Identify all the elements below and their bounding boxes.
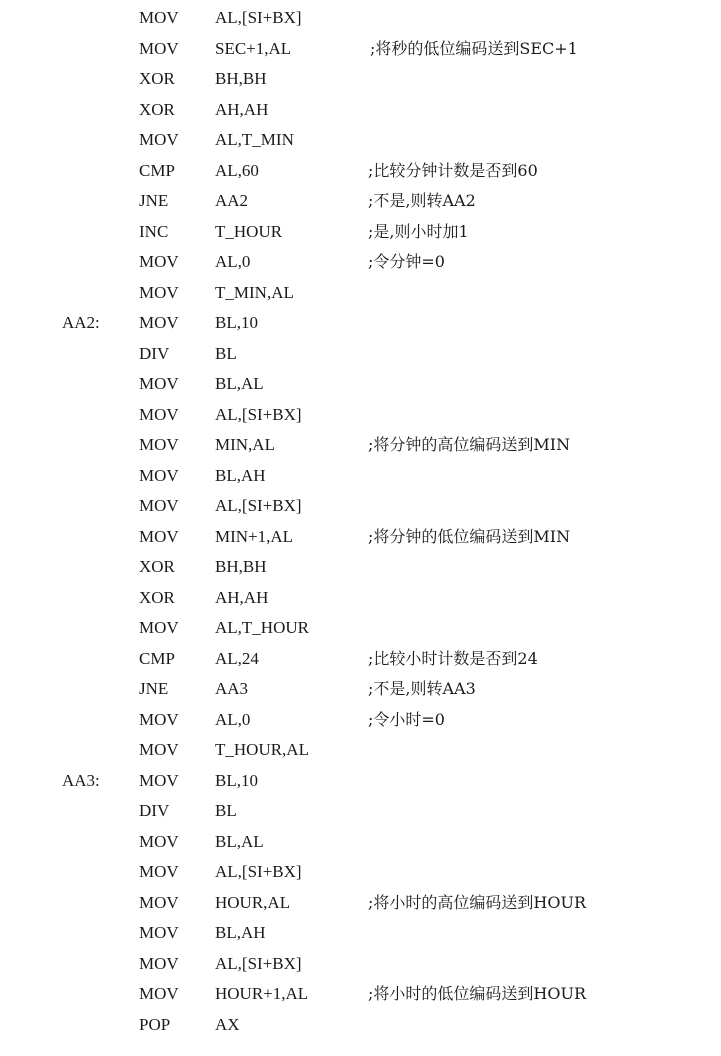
- instruction-mnemonic: MOV: [139, 618, 179, 637]
- line-comment: ;不是,则转AA3: [368, 679, 476, 698]
- line-label: AA3:: [62, 770, 100, 790]
- instruction-operands: T_MIN,AL: [215, 282, 294, 302]
- instruction-operands: AL,24: [215, 648, 259, 668]
- code-line: [0, 95, 721, 125]
- line-comment: ;令分钟=0: [368, 252, 445, 271]
- code-line: [0, 186, 721, 216]
- line-comment: ;令小时=0: [368, 709, 445, 729]
- instruction-mnemonic: MOV: [139, 465, 179, 485]
- code-line: [0, 979, 721, 1009]
- code-line: [0, 796, 721, 826]
- code-line: [0, 857, 721, 887]
- instruction-mnemonic: INC: [139, 221, 169, 241]
- instruction-mnemonic: MOV: [139, 923, 179, 942]
- line-comment: ;比较分钟计数是否到60: [368, 160, 538, 180]
- code-line: [0, 34, 721, 64]
- line-comment: ;将秒的低位编码送到SEC+1: [370, 38, 578, 58]
- instruction-mnemonic: MOV: [139, 313, 179, 332]
- line-comment: ;比较小时计数是否到24: [368, 648, 538, 668]
- instruction-mnemonic: MOV: [139, 130, 179, 149]
- instruction-mnemonic: MOV: [139, 496, 179, 515]
- line-comment: ;将小时的高位编码送到HOUR: [368, 892, 586, 912]
- instruction-mnemonic: MOV: [139, 831, 179, 851]
- instruction-operands: BL,AL: [215, 374, 264, 393]
- instruction-mnemonic: CMP: [139, 160, 175, 180]
- instruction-operands: BL,10: [215, 770, 258, 790]
- instruction-operands: HOUR+1,AL: [215, 984, 309, 1003]
- instruction-operands: AL,[SI+BX]: [215, 953, 302, 973]
- instruction-mnemonic: MOV: [139, 374, 179, 393]
- code-line: [0, 735, 721, 765]
- line-comment: ;将分钟的低位编码送到MIN: [368, 526, 571, 546]
- instruction-mnemonic: MOV: [139, 404, 179, 424]
- instruction-operands: MIN+1,AL: [215, 526, 294, 546]
- instruction-mnemonic: JNE: [139, 679, 169, 698]
- code-line: [0, 949, 721, 979]
- instruction-mnemonic: CMP: [139, 648, 175, 668]
- code-line: [0, 308, 721, 338]
- instruction-operands: AL,0: [215, 252, 251, 271]
- instruction-operands: BL,AL: [215, 831, 264, 851]
- instruction-operands: SEC+1,AL: [215, 38, 292, 58]
- code-line: [0, 3, 721, 33]
- instruction-mnemonic: MOV: [139, 892, 179, 912]
- instruction-mnemonic: MOV: [139, 984, 179, 1003]
- instruction-mnemonic: MOV: [139, 770, 179, 790]
- code-line: [0, 369, 721, 399]
- instruction-operands: BH,BH: [215, 557, 267, 576]
- instruction-operands: AL,T_HOUR: [215, 618, 309, 637]
- code-line: [0, 613, 721, 643]
- code-line: [0, 64, 721, 94]
- code-line: [0, 430, 721, 460]
- instruction-operands: AL,60: [215, 160, 259, 180]
- instruction-operands: BL,10: [215, 313, 258, 332]
- code-line: [0, 674, 721, 704]
- instruction-mnemonic: JNE: [139, 191, 169, 210]
- instruction-operands: AL,T_MIN: [215, 130, 294, 149]
- code-line: [0, 156, 721, 186]
- instruction-mnemonic: MOV: [139, 282, 179, 302]
- line-label: AA2:: [62, 313, 100, 332]
- instruction-operands: T_HOUR,AL: [215, 740, 309, 759]
- code-line: [0, 827, 721, 857]
- line-comment: ;将分钟的高位编码送到MIN: [368, 435, 571, 454]
- code-line: [0, 491, 721, 521]
- instruction-operands: MIN,AL: [215, 435, 275, 454]
- line-comment: ;将小时的低位编码送到HOUR: [368, 984, 586, 1003]
- instruction-mnemonic: XOR: [139, 69, 175, 88]
- code-line: [0, 400, 721, 430]
- instruction-mnemonic: MOV: [139, 740, 179, 759]
- instruction-operands: BH,BH: [215, 69, 267, 88]
- instruction-operands: T_HOUR: [215, 221, 283, 241]
- instruction-mnemonic: DIV: [139, 801, 170, 820]
- code-line: [0, 217, 721, 247]
- code-line: [0, 247, 721, 277]
- instruction-mnemonic: MOV: [139, 709, 179, 729]
- instruction-mnemonic: MOV: [139, 38, 179, 58]
- code-line: [0, 644, 721, 674]
- line-comment: ;是,则小时加1: [368, 221, 469, 241]
- code-line: [0, 461, 721, 491]
- code-line: [0, 766, 721, 796]
- instruction-mnemonic: MOV: [139, 953, 179, 973]
- instruction-operands: AA3: [215, 679, 249, 698]
- instruction-mnemonic: MOV: [139, 526, 179, 546]
- line-comment: ;不是,则转AA2: [368, 191, 476, 210]
- instruction-operands: BL: [215, 801, 237, 820]
- instruction-mnemonic: MOV: [139, 435, 179, 454]
- code-line: [0, 552, 721, 582]
- code-line: [0, 125, 721, 155]
- instruction-operands: AH,AH: [215, 587, 269, 607]
- instruction-operands: AX: [215, 1014, 240, 1034]
- instruction-operands: HOUR,AL: [215, 892, 291, 912]
- instruction-mnemonic: MOV: [139, 8, 179, 27]
- instruction-operands: AL,[SI+BX]: [215, 496, 302, 515]
- instruction-operands: AL,[SI+BX]: [215, 862, 302, 881]
- instruction-operands: AA2: [215, 191, 249, 210]
- instruction-mnemonic: XOR: [139, 557, 175, 576]
- instruction-operands: AH,AH: [215, 99, 269, 119]
- code-line: [0, 888, 721, 918]
- instruction-operands: AL,[SI+BX]: [215, 404, 302, 424]
- code-line: [0, 1010, 721, 1040]
- instruction-operands: BL,AH: [215, 465, 266, 485]
- instruction-operands: AL,0: [215, 709, 251, 729]
- code-line: [0, 583, 721, 613]
- instruction-mnemonic: DIV: [139, 343, 170, 363]
- code-line: [0, 918, 721, 948]
- instruction-mnemonic: MOV: [139, 252, 179, 271]
- code-line: [0, 339, 721, 369]
- instruction-mnemonic: MOV: [139, 862, 179, 881]
- instruction-operands: BL: [215, 343, 237, 363]
- instruction-operands: AL,[SI+BX]: [215, 8, 302, 27]
- code-line: [0, 278, 721, 308]
- instruction-operands: BL,AH: [215, 923, 266, 942]
- instruction-mnemonic: XOR: [139, 99, 175, 119]
- instruction-mnemonic: XOR: [139, 587, 175, 607]
- code-line: [0, 522, 721, 552]
- code-line: [0, 705, 721, 735]
- instruction-mnemonic: POP: [139, 1014, 171, 1034]
